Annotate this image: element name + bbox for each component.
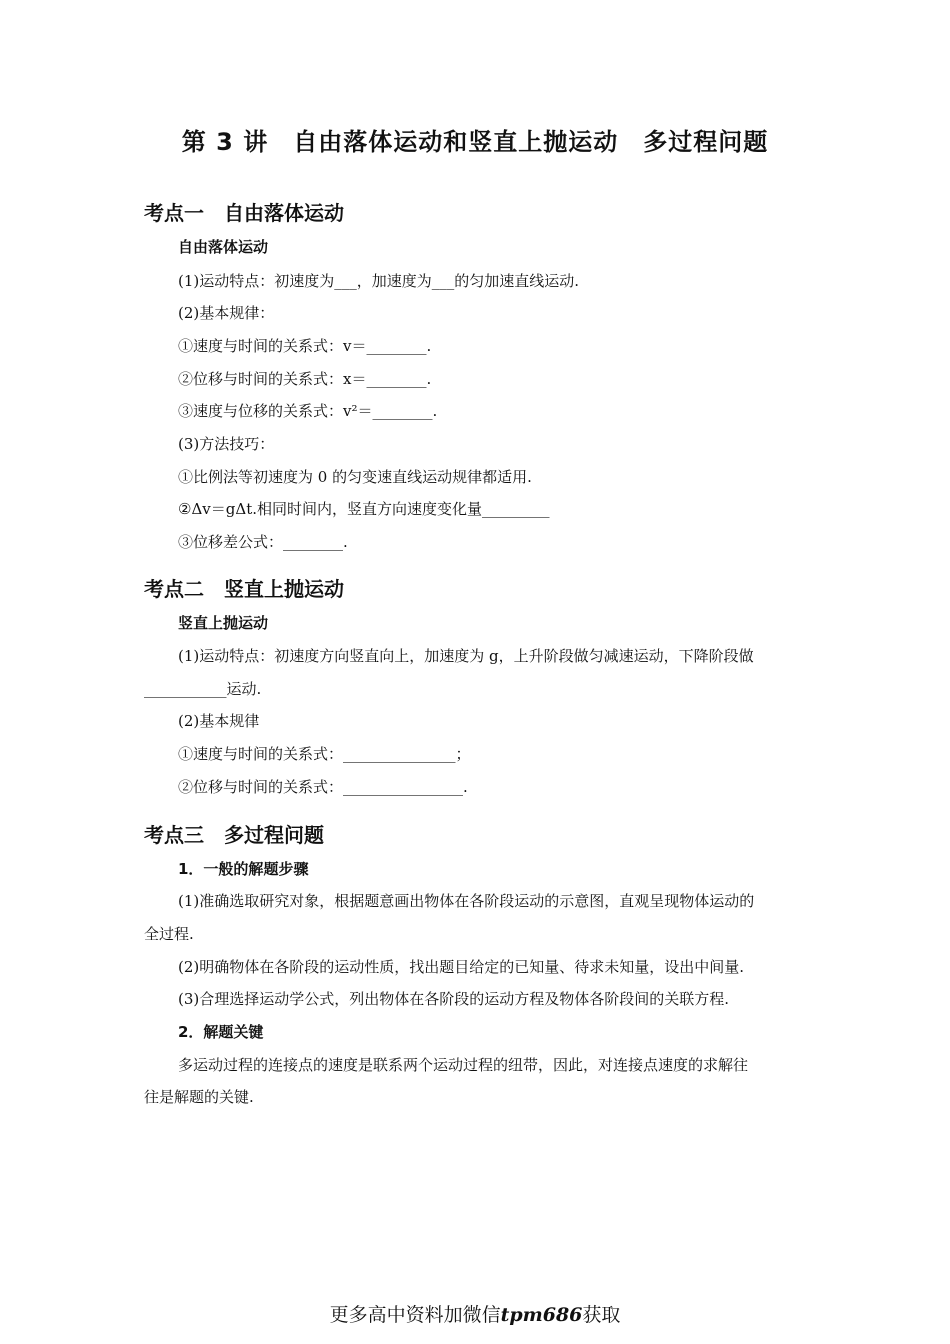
- footer-note: [0, 1300, 950, 1327]
- subheading-key-point: 2．解题关键: [178, 1023, 264, 1041]
- text-line: ①速度与时间的关系式：_______________；: [178, 745, 471, 763]
- text-line: (1)运动特点：初速度方向竖直向上，加速度为 g，上升阶段做匀减速运动，下降阶段做: [178, 647, 754, 665]
- text-line: ②位移与时间的关系式：x＝________.: [178, 370, 432, 388]
- text-line: (2)基本规律: [178, 712, 260, 730]
- text-line: 多运动过程的连接点的速度是联系两个运动过程的纽带，因此，对连接点速度的求解往: [178, 1056, 749, 1074]
- text-line: (2)基本规律：: [178, 304, 275, 322]
- text-line: ①速度与时间的关系式：v＝________.: [178, 337, 432, 355]
- page-title: 第 3 讲 自由落体运动和竖直上抛运动 多过程问题: [181, 128, 769, 156]
- text-line: (1)准确选取研究对象，根据题意画出物体在各阶段运动的示意图，直观呈现物体运动的: [178, 892, 755, 910]
- subheading-free-fall: 自由落体运动: [178, 238, 269, 256]
- footer-wechat-id: tpm686: [500, 1304, 583, 1326]
- subheading-vertical-throw: 竖直上抛运动: [178, 614, 269, 632]
- text-line: (2)明确物体在各阶段的运动性质，找出题目给定的已知量、待求未知量，设出中间量.: [178, 958, 745, 976]
- text-line: ①比例法等初速度为 0 的匀变速直线运动规律都适用.: [178, 468, 532, 486]
- text-line: ②位移与时间的关系式：________________.: [178, 778, 468, 796]
- text-line: ___________运动.: [144, 680, 262, 698]
- text-line: 往是解题的关键.: [144, 1088, 254, 1106]
- section-heading-free-fall: 考点一 自由落体运动: [144, 201, 344, 225]
- section-heading-vertical-throw: 考点二 竖直上抛运动: [144, 577, 344, 601]
- subheading-solving-steps: 1．一般的解题步骤: [178, 860, 309, 878]
- text-line: (1)运动特点：初速度为___，加速度为___的匀加速直线运动.: [178, 272, 580, 290]
- footer-suffix: 获取: [582, 1304, 621, 1326]
- section-heading-multi-process: 考点三 多过程问题: [144, 823, 324, 847]
- text-line: 全过程.: [144, 925, 194, 943]
- text-line: ③位移差公式：________.: [178, 533, 348, 551]
- footer-prefix: 更多高中资料加微信: [329, 1304, 501, 1326]
- text-line: ②Δv＝gΔt.相同时间内，竖直方向速度变化量_________: [178, 500, 550, 518]
- text-line: ③速度与位移的关系式：v²＝________.: [178, 402, 438, 420]
- text-line: (3)合理选择运动学公式，列出物体在各阶段的运动方程及物体各阶段间的关联方程.: [178, 990, 730, 1008]
- text-line: (3)方法技巧：: [178, 435, 275, 453]
